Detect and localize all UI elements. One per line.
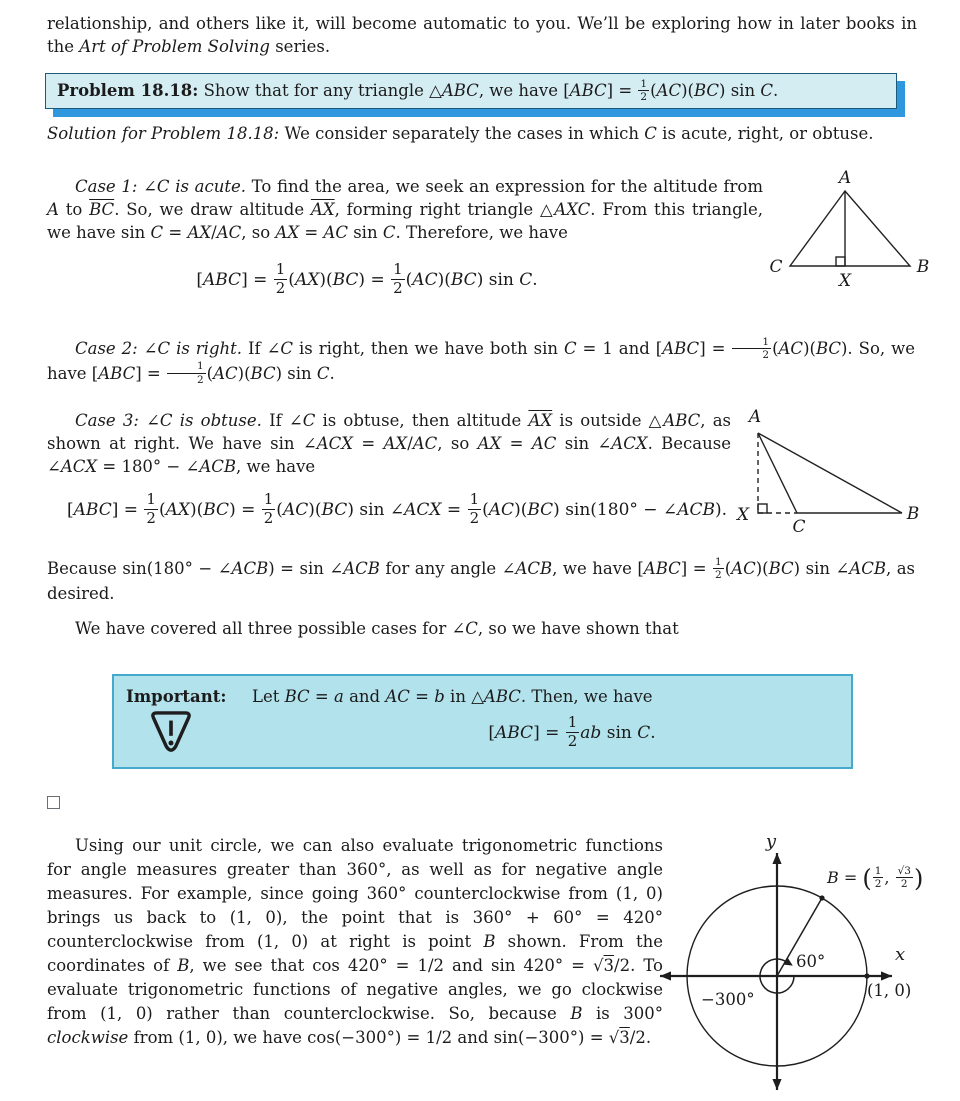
point-1-0-label: (1, 0)	[867, 981, 912, 1000]
important-box	[112, 674, 853, 769]
y-axis-bottom-arrowhead	[772, 1079, 781, 1090]
vertex-c-label: C	[769, 257, 783, 277]
exclamation-dot	[169, 740, 174, 745]
important-label: Important:	[126, 687, 227, 706]
acute-triangle-lines	[790, 191, 910, 266]
vertex-b-label: B	[916, 257, 930, 277]
side-ac	[758, 433, 797, 513]
problem-box-label: Problem 18.18:	[57, 81, 199, 100]
vertex-c-label: C	[792, 517, 806, 537]
solution-intro: Solution for Problem 18.18: We consider separately the cases in which C is acute, right, or obtuse.	[47, 124, 874, 143]
x-axis-label: x	[895, 944, 906, 965]
vertex-b-label: B	[906, 504, 920, 524]
foot-x-label: X	[736, 505, 750, 525]
because-paragraph: Because sin(180° − ∠ACB) = sin ∠ACB for any angle ∠ACB, we have [ABC] = $\frac{1}{2}$ (AC)(BC) sin ∠ACB, as desired.	[47, 555, 916, 603]
side-ab	[758, 433, 902, 513]
important-equation: [ABC] = $\frac{1}{2}$ ab sin C.	[488, 713, 656, 750]
point-b-dot	[819, 895, 824, 900]
case1-paragraph: Case 1: ∠C is acute. To find the area, we seek an expression for the altitude from A to $\overline{BC}$. So, we draw altitude $\overline{AX}$, forming right triangle △AXC. From this triangle, we have sin C = AX/AC, so AX = AC sin C. Therefore, we have	[47, 177, 764, 242]
warning-icon	[150, 709, 192, 755]
closing-paragraph: Using our unit circle, we can also evaluate trigonometric functions for angle measures greater than 360°, as well as for negative angle measures. For example, since going 360° counterclockwise from (1, 0) brings us back to (1, 0), the point that is 360° + 60° = 420° counterclockwise from (1, 0) at right is point B shown. From the coordinates of B, we see that cos 420° = 1/2 and sin 420° = √3/2. To evaluate trigonometric functions of negative angles, we go clockwise from (1, 0) rather than counterclockwise. So, because B is 300° clockwise from (1, 0), we have cos(−300°) = 1/2 and sin(−300°) = √3/2.	[47, 836, 663, 1047]
angle-neg-300-label: −300°	[701, 990, 755, 1009]
intro-paragraph: relationship, and others like it, will become automatic to you. We’ll be exploring how in later books in the Art of Problem Solving series.	[47, 14, 917, 56]
right-angle-mark	[836, 257, 845, 266]
triangle-outline	[790, 191, 910, 266]
case3-paragraph: Case 3: ∠C is obtuse. If ∠C is obtuse, then altitude $\overline{AX}$ is outside △ABC, as shown at right. We have sin ∠ACX = AX/AC, so AX = AC sin ∠ACX. Because ∠ACX = 180° − ∠ACB, we have	[47, 411, 732, 476]
x-axis-left-arrowhead	[660, 971, 671, 980]
y-axis-top-arrowhead	[772, 853, 781, 864]
vertex-a-label: A	[838, 168, 852, 188]
problem-box	[45, 73, 897, 109]
right-angle-mark	[758, 504, 767, 513]
acute-triangle-diagram	[765, 163, 937, 295]
point-b-coordinates-label: B = ( $\frac{1}{2}$ , $\frac{√3}{2}$ )	[827, 864, 924, 893]
x-axis-right-arrowhead	[881, 971, 892, 980]
problem-box-body: Show that for any triangle △ABC, we have [ABC] = $\frac{1}{2}$ (AC)(BC) sin C.	[198, 77, 779, 103]
end-of-proof-mark	[47, 796, 60, 809]
covered-line: We have covered all three possible cases for ∠C, so we have shown that	[75, 619, 679, 638]
vertex-a-label: A	[748, 407, 762, 427]
obtuse-triangle-lines	[758, 433, 902, 513]
point-1-0-dot	[864, 973, 869, 978]
case3-equation: [ABC] = $\frac{1}{2}$ (AX)(BC) = $\frac{1}{2}$ (AC)(BC) sin ∠ACX = $\frac{1}{2}$ (AC)(BC) sin(180° − ∠ACB).	[66, 490, 728, 527]
important-body: Let BC = a and AC = b in △ABC. Then, we have	[252, 687, 653, 706]
obtuse-triangle-diagram	[725, 398, 950, 548]
angle-60-label: 60°	[796, 952, 826, 971]
foot-x-label: X	[838, 271, 852, 291]
case1-equation: [ABC] = $\frac{1}{2}$ (AX)(BC) = $\frac{1}{2}$ (AC)(BC) sin C.	[196, 260, 538, 297]
y-axis-label: y	[765, 831, 777, 852]
case2-paragraph: Case 2: ∠C is right. If ∠C is right, then we have both sin C = 1 and [ABC] = $\frac{1}{2}$ (AC)(BC). So, we have [ABC] = $\frac{1}{2}$ (AC)(BC) sin C.	[47, 335, 915, 386]
